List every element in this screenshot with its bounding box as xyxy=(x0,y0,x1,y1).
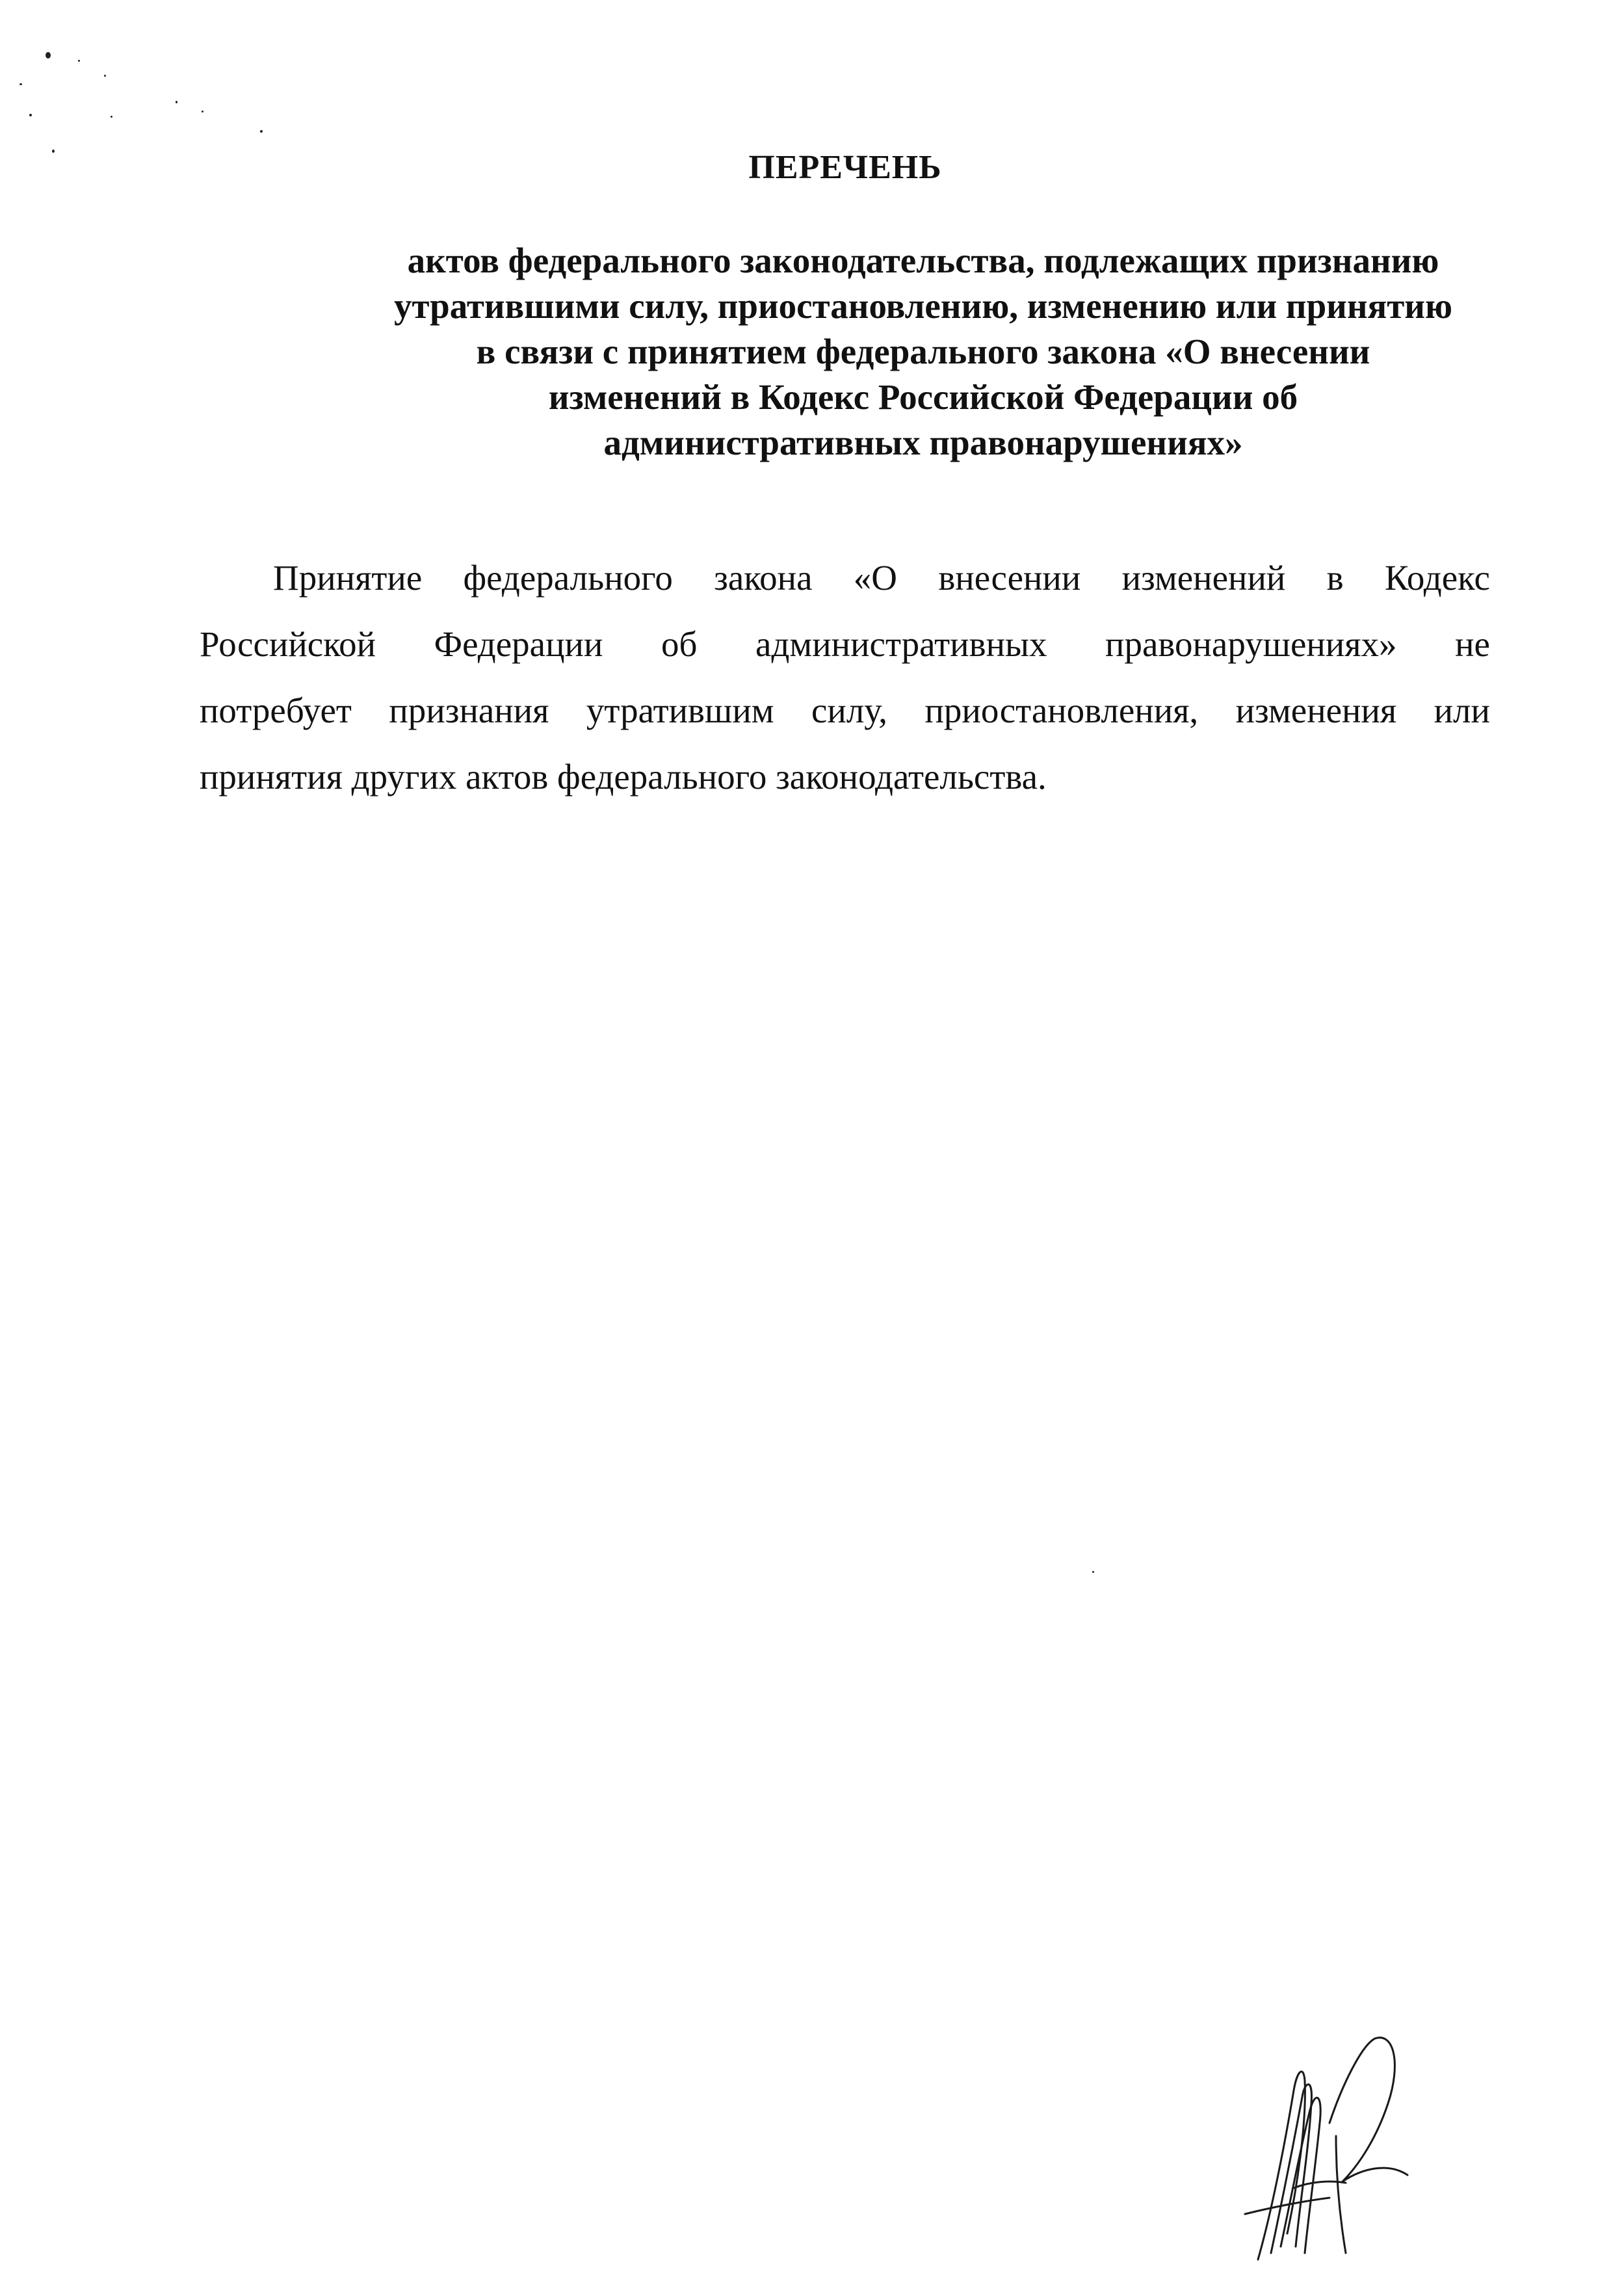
scan-speck xyxy=(111,116,112,118)
subtitle-line: административных правонарушениях» xyxy=(603,423,1243,462)
body-word: внесении xyxy=(938,558,1081,598)
body-word: Кодекс xyxy=(1384,558,1490,598)
body-word: закона xyxy=(714,558,813,598)
body-word: приостановления, xyxy=(924,691,1199,730)
body-word: не xyxy=(1455,624,1490,664)
body-word: в xyxy=(1326,558,1344,598)
body-word: потребует xyxy=(200,691,352,730)
body-word: Российской xyxy=(200,624,376,664)
scan-speck xyxy=(1092,1571,1094,1573)
scan-speck xyxy=(20,83,22,85)
body-word: об xyxy=(661,624,698,664)
scan-speck xyxy=(46,52,51,59)
scan-speck xyxy=(104,75,106,77)
subtitle-line: утратившими силу, приостановлению, изменению или принятию xyxy=(393,286,1453,326)
body-word: Федерации xyxy=(434,624,603,664)
signature xyxy=(1232,2019,1434,2266)
body-word: Принятие xyxy=(273,558,423,598)
body-word: «О xyxy=(853,558,898,598)
body-line xyxy=(200,611,1490,678)
body-line: принятия других актов федерального законодательства. xyxy=(200,757,1047,797)
body-paragraph xyxy=(200,545,1490,810)
subtitle-line: изменений в Кодекс Российской Федерации об xyxy=(548,377,1298,417)
body-word: изменения xyxy=(1235,691,1397,730)
scan-speck xyxy=(202,111,203,112)
body-word: утратившим xyxy=(586,691,774,730)
document-subtitle xyxy=(286,238,1560,466)
body-word: правонарушениях» xyxy=(1105,624,1397,664)
scan-speck xyxy=(260,130,263,133)
body-line xyxy=(200,545,1490,611)
subtitle-line: актов федерального законодательства, подлежащих признанию xyxy=(407,241,1439,280)
body-word: или xyxy=(1434,691,1490,730)
scan-speck xyxy=(29,114,32,116)
body-word: административных xyxy=(755,624,1047,664)
scan-speck xyxy=(78,60,80,62)
body-word: федерального xyxy=(463,558,673,598)
subtitle-line: в связи с принятием федерального закона «О внесении xyxy=(476,332,1370,371)
body-word: силу, xyxy=(811,691,888,730)
body-word: изменений xyxy=(1121,558,1286,598)
body-word: признания xyxy=(389,691,549,730)
body-line xyxy=(200,678,1490,744)
scan-speck xyxy=(176,101,177,103)
document-title: ПЕРЕЧЕНЬ xyxy=(748,149,942,186)
